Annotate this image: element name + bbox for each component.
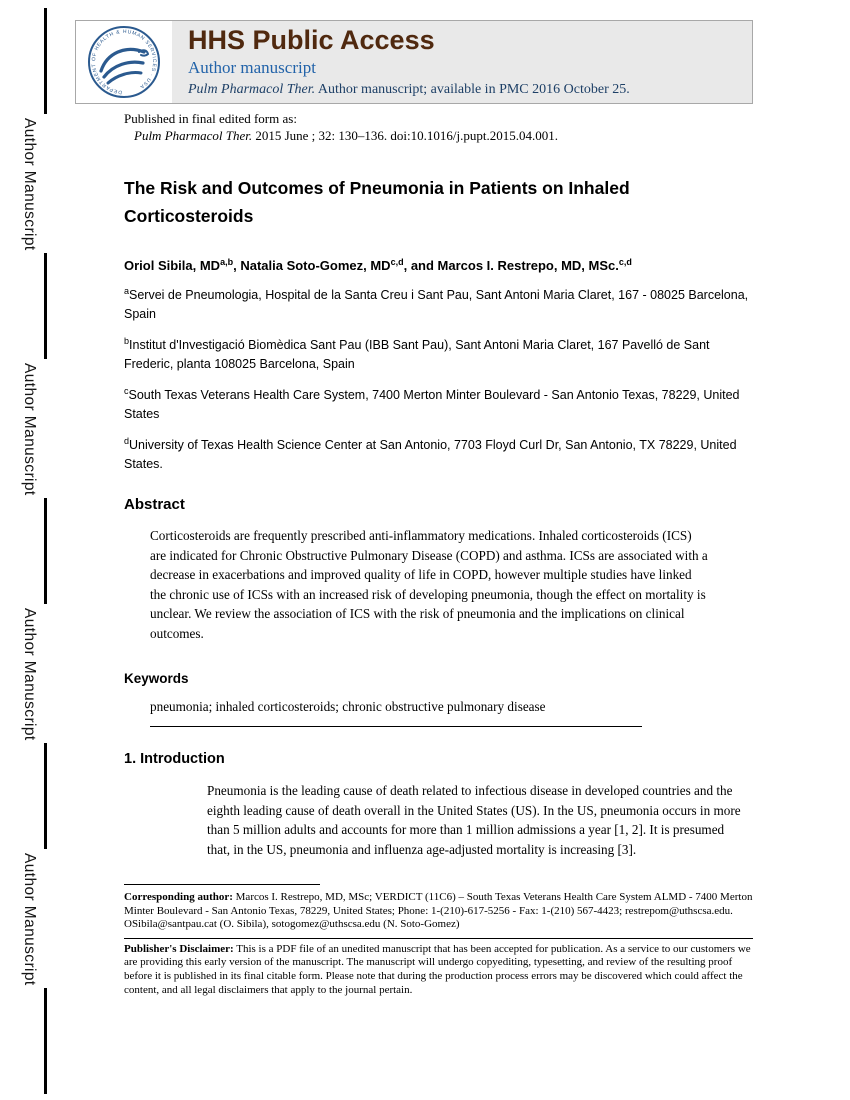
author-manuscript-watermark: Author Manuscript — [21, 853, 38, 986]
sidebar-bar — [44, 498, 47, 604]
author-list — [124, 254, 753, 274]
affiliation-text: South Texas Veterans Health Care System, 7400 Merton Minter Boulevard - San Antonio Texas, 78229, United States — [124, 388, 740, 421]
published-detail: 2015 June ; 32: 130–136. doi:10.1016/j.pupt.2015.04.001. — [252, 128, 558, 143]
keywords-heading: Keywords — [124, 671, 189, 686]
hhs-logo — [87, 25, 161, 99]
published-journal: Pulm Pharmacol Ther. — [134, 128, 253, 143]
sidebar-bar — [44, 253, 47, 359]
author-name: Natalia Soto-Gomez, MD — [240, 258, 391, 273]
sidebar-bar — [44, 988, 47, 1094]
footnote-divider — [124, 938, 753, 939]
hhs-logo-box — [76, 21, 172, 103]
author-name: Oriol Sibila, MD — [124, 258, 221, 273]
author-affiliation-sup: c,d — [390, 257, 404, 267]
affiliation — [124, 432, 753, 474]
article-title: The Risk and Outcomes of Pneumonia in Patients on Inhaled Corticosteroids — [124, 178, 630, 226]
affiliation-text: Institut d'Investigació Biomèdica Sant Pau (IBB Sant Pau), Sant Antoni Maria Claret, 167 Pavelló de Sant Frederic, planta 108025 Barcelona, Spain — [124, 338, 710, 371]
affiliation — [124, 332, 753, 374]
author-emails: OSibila@santpau.cat (O. Sibila), sotogomez@uthscsa.edu (N. Soto-Gomez) — [124, 918, 460, 931]
corresponding-author-note — [124, 891, 753, 918]
article-body — [124, 110, 753, 859]
affiliation-sup: b — [124, 336, 130, 346]
author-manuscript-watermark: Author Manuscript — [21, 608, 38, 741]
affiliation-text: University of Texas Health Science Center at San Antonio, 7703 Floyd Curl Dr, San Antonio, TX 78229, United States. — [124, 438, 737, 471]
publisher-disclaimer-label: Publisher's Disclaimer: — [124, 942, 234, 955]
corresponding-author-label: Corresponding author: — [124, 891, 233, 903]
affiliation-sup: a — [124, 286, 130, 296]
sidebar-bar — [44, 743, 47, 849]
affiliation-sup: c — [124, 386, 129, 396]
seal-ring-text: DEPARTMENT OF HEALTH & HUMAN SERVICES · USA — [90, 28, 158, 95]
introduction-text: Pneumonia is the leading cause of death related to infectious disease in developed countries and the eighth leading cause of death overall in the United States (US). In the US, pneumonia occurs in more than 5 million adults and accounts for more than 1 million admissions a year [1, 2]. It is presumed that, in the US, pneumonia and influenza age-adjusted mortality is increasing [3]. — [207, 783, 741, 857]
author-separator: , and — [403, 258, 438, 273]
sidebar-bar — [44, 8, 47, 114]
abstract-heading: Abstract — [124, 496, 185, 513]
introduction-heading: 1. Introduction — [124, 751, 225, 767]
author-manuscript-watermark: Author Manuscript — [21, 363, 38, 496]
abstract-text: Corticosteroids are frequently prescribed anti-inflammatory medications. Inhaled corticosteroids (ICS) are indicated for Chronic Obstructive Pulmonary Disease (COPD) and asthma. ICSs are associated with a decrease in exacerbations and improved quality of life in COPD, however multiple studies have linked the chronic use of ICSs with an increased risk of developing pneumonia, though the effect on mortality is unclear. We review the association of ICS with the risk of pneumonia and the implications on clinical outcomes. — [150, 528, 708, 641]
affiliation-sup: d — [124, 436, 130, 446]
banner-subtitle: Author manuscript — [188, 58, 316, 77]
footnotes — [124, 884, 753, 997]
author-affiliation-sup: c,d — [618, 257, 632, 267]
affiliation-text: Servei de Pneumologia, Hospital de la Santa Creu i Sant Pau, Sant Antoni Maria Claret, 167 - 08025 Barcelona, Spain — [124, 288, 749, 321]
banner-citation — [188, 81, 630, 99]
affiliation — [124, 282, 753, 324]
published-as-citation — [134, 127, 753, 144]
author-name: Marcos I. Restrepo, MD, MSc. — [437, 258, 619, 273]
publisher-disclaimer-text: This is a PDF file of an unedited manuscript that has been accepted for publication. As a service to our customers we are providing this early version of the manuscript. The manuscript will undergo copyediting, typesetting, and review of the resulting proof before it is published in its final citable form. Please note that during the production process errors may be discovered which could affect the content, and all legal disclaimers that apply to the journal pertain. — [124, 942, 751, 996]
banner-text — [172, 21, 630, 103]
hhs-banner — [75, 20, 753, 104]
keywords-divider — [150, 726, 642, 727]
corresponding-author-text: Marcos I. Restrepo, MD, MSc; VERDICT (11C6) – South Texas Veterans Health Care System ALMD - 7400 Merton Minter Boulevard - San Antonio Texas, 78229, United States; Phone: 1-(210)-617-5256 - Fax: 1-(210) 567-4423; restrepom@uthscsa.edu. — [124, 891, 753, 917]
author-manuscript-watermark: Author Manuscript — [21, 118, 38, 251]
publisher-disclaimer — [124, 943, 753, 997]
published-as-intro: Published in final edited form as: — [124, 111, 297, 126]
keywords-text: pneumonia; inhaled corticosteroids; chronic obstructive pulmonary disease — [150, 699, 546, 714]
footnote-rule — [124, 884, 320, 885]
banner-journal: Pulm Pharmacol Ther. — [188, 82, 316, 97]
author-separator: , — [233, 258, 241, 273]
banner-citation-rest: Author manuscript; available in PMC 2016 October 25. — [315, 82, 630, 97]
affiliation — [124, 382, 753, 424]
banner-title: HHS Public Access — [188, 25, 435, 55]
author-affiliation-sup: a,b — [220, 257, 234, 267]
